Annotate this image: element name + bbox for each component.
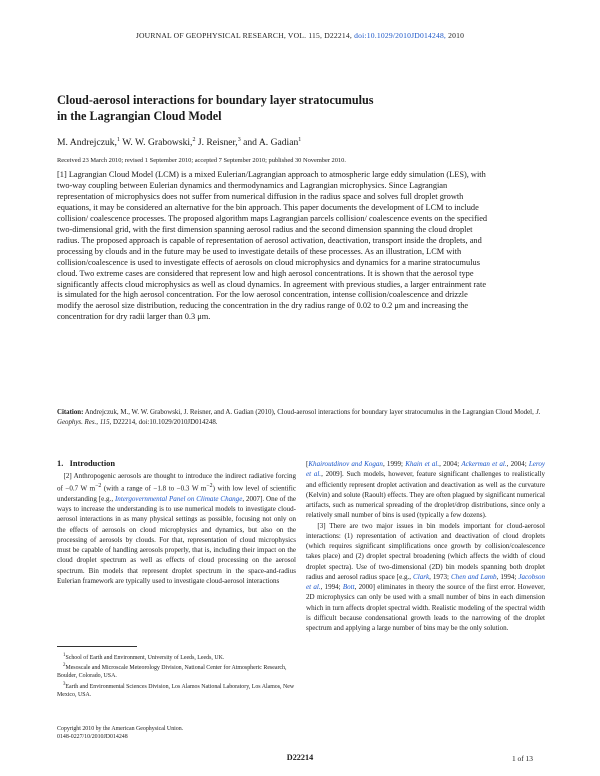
footnote-2 xyxy=(57,662,295,680)
left-column xyxy=(57,471,296,586)
footnote-text: School of Earth and Environment, University of Leeds, Leeds, UK. xyxy=(65,654,225,661)
reference-link[interactable]: Khain et al. xyxy=(405,460,440,468)
paper-code: 0148-0227/10/2010JD014248 xyxy=(57,734,128,741)
article-id: D22214 xyxy=(286,753,314,762)
paragraph-2 xyxy=(57,471,296,586)
text-run: , 2007]. One of the ways to increase the understanding is to use numerical models to investigate cloud-aerosol interactions in as many physical settings as possible, focusing not only on the effects of aerosols on cloud microphysics and dynamics, but also on the processing of aerosols by clouds. For that, representation of cloud microphysics must be capable of handling aerosols properly, that is, including their impact on the cloud droplet spectrum as well as effects of cloud processing on the aerosol spectrum. Bin models that represent droplet spectrum in the space-and-radius Eulerian framework are typically used to investigate cloud-aerosol interactions xyxy=(57,494,296,585)
footnote-number: 3 xyxy=(63,681,66,687)
reference-link[interactable]: Ackerman et al. xyxy=(461,460,507,468)
author-2-affiliation: 2 xyxy=(192,137,196,143)
paragraph-3 xyxy=(306,521,545,634)
title-line-1: Cloud-aerosol interactions for boundary layer stratocumulus xyxy=(57,93,374,107)
author-1-affiliation: 1 xyxy=(116,137,120,143)
citation-label: Citation: xyxy=(57,409,84,416)
citation-text-after: , D22214, doi:10.1029/2010JD014248. xyxy=(109,419,218,427)
text-run: , 1994; xyxy=(496,572,517,581)
abstract xyxy=(57,170,489,323)
superscript: −2 xyxy=(95,483,102,490)
footnote-text: Mesoscale and Microscale Meteorology Division, National Center for Atmospheric Research, Boulder, Colorado, USA. xyxy=(57,665,287,680)
paragraph-marker: [3] xyxy=(317,521,326,530)
text-run: , 1999; xyxy=(382,460,403,468)
author-3-affiliation: 3 xyxy=(237,137,241,143)
text-run: There are two major issues in bin models important for cloud-aerosol interactions: (1) representation of activation and deactivation of cloud droplets (which requires significant simplifications once growth by collision/coalescence takes place) and (2) droplet spectral broadening (which affects the width of cloud droplet spectra). Use of two-dimensional (2D) bin models spanning both droplet radius and aerosol radius space [e.g., xyxy=(306,521,545,581)
footnote-divider xyxy=(57,646,137,647)
paragraph-continuation xyxy=(306,459,545,521)
footnote-text: Earth and Environmental Sciences Division, Los Alamos National Laboratory, Los Alamos, New Mexico, USA. xyxy=(57,683,295,698)
text-run: , 2004; xyxy=(439,460,460,468)
abstract-paragraph-marker: [1] xyxy=(57,170,67,179)
author-list xyxy=(57,137,301,148)
text-run: , 1994; xyxy=(320,583,341,591)
reference-link[interactable]: Bott xyxy=(342,583,355,591)
title-line-2: in the Lagrangian Cloud Model xyxy=(57,109,222,123)
footnote-number: 1 xyxy=(63,653,66,658)
footnote-3 xyxy=(57,681,295,699)
paragraph-marker: [2] xyxy=(63,472,72,480)
footnote-1 xyxy=(57,652,295,662)
header-year: 2010 xyxy=(448,31,465,40)
footnote-number: 2 xyxy=(63,663,66,669)
author-1: M. Andrejczuk, xyxy=(57,137,117,149)
right-column xyxy=(306,459,545,633)
superscript: −2 xyxy=(206,483,213,490)
text-run: Anthropogenic aerosols are thought to introduce the indirect radiative forcing of −0.7 W m xyxy=(57,472,297,493)
affiliation-footnotes xyxy=(57,652,295,699)
text-run: , 2000] eliminates in theory the source of the first error. However, 2D microphysics can only be used with a small number of bins in each dimension which in turn affects droplet spectral width. Realistic modeling of the spectral width is difficult because condensational growth leads to the narrowing of the droplet spectrum and applying a large number of bins may be the only solution. xyxy=(306,583,545,632)
reference-link[interactable]: Leroy et al. xyxy=(306,460,546,479)
author-4: and A. Gadian xyxy=(243,137,299,149)
running-header xyxy=(0,31,600,40)
section-title: Introduction xyxy=(69,459,116,468)
author-4-affiliation: 1 xyxy=(298,137,302,143)
citation xyxy=(57,408,557,429)
author-2: W. W. Grabowski, xyxy=(122,137,193,149)
copyright-notice xyxy=(57,725,295,742)
journal-name: JOURNAL OF GEOPHYSICAL RESEARCH, VOL. 115, D22214, xyxy=(135,31,353,40)
doi-link[interactable]: doi:10.1029/2010JD014248, xyxy=(354,31,447,40)
text-run: [ xyxy=(306,460,309,468)
page-number: 1 of 13 xyxy=(512,754,533,763)
copyright-line: Copyright 2010 by the American Geophysical Union. xyxy=(57,726,184,732)
section-number: 1. xyxy=(57,459,64,468)
text-run: ) with low level of scientific understanding [e.g., xyxy=(57,484,296,503)
text-run: , 2004; xyxy=(506,460,527,468)
author-3: J. Reisner, xyxy=(197,137,238,149)
reference-link[interactable]: Khairoutdinov and Kogan xyxy=(308,460,383,468)
citation-text-before: Andrejczuk, M., W. W. Grabowski, J. Reisner, and A. Gadian (2010), Cloud-aerosol interactions for boundary layer stratocumulus in the Lagrangian Cloud Model, xyxy=(84,409,534,416)
citation-volume: 115 xyxy=(99,419,110,427)
text-run: , 2009]. Such models, however, feature significant challenges to realistically and efficiently represent droplet activation and deactivation as well as the curvature (Kelvin) and solute (Raoult) effects. They are often plagued by significant numerical artifacts, such as numerical spreading of the droplet/drop distributions, since only a relatively small number of bins is used (typically a few dozens). xyxy=(306,470,546,520)
section-heading xyxy=(57,459,115,468)
citation-journal: J. Geophys. Res. xyxy=(57,409,541,427)
abstract-text: Lagrangian Cloud Model (LCM) is a mixed Eulerian/Lagrangian approach to atmospheric large eddy simulation (LES), with two-way coupling between Eulerian dynamics and thermodynamics and Lagrangian microphysics. Since Lagrangian representation of microphysics does not suffer from numerical diffusion in the radius space and solves full droplet growth equations, it may be considered an alternative for the bin approach. This paper documents the development of LCM to include collision/ coalescence processes. The proposed algorithm maps Lagrangian parcels collision/ coalescence events on the specified two-dimensional grid, with the first dimension spanning aerosol radius and the second dimension spanning the cloud droplet radius. The proposed approach is capable of representation of aerosol activation, deactivation, transport inside the droplets, and processing by clouds and in the future may be used to investigate details of these processes. As an illustration, LCM with collision/coalescence is used to investigate effects of aerosols on cloud microphysics and dynamics for a marine stratocumulus cloud. Two extreme cases are considered that represent low and high aerosol concentrations. It is shown that the aerosol type significantly affects cloud microphysics as well as cloud dynamics. In agreement with previous studies, a larger entrainment rate is simulated for the high aerosol concentration. For the low aerosol concentration, intense collision/coalescence and drizzle modify the aerosol size distribution, reducing the concentration in the dry radius range of 0.02 to 0.2 μm and increasing the concentration for dry radii larger than 0.3 μm. xyxy=(57,170,488,322)
reference-link[interactable]: Jacobson et al. xyxy=(306,572,546,591)
received-dates: Received 23 March 2010; revised 1 September 2010; accepted 7 September 2010; published 30 November 2010. xyxy=(57,157,346,164)
text-run: (with a range of −1.8 to −0.3 W m xyxy=(101,484,207,493)
citation-separator: , xyxy=(96,419,98,427)
reference-link[interactable]: Chen and Lamb xyxy=(450,572,497,581)
reference-link[interactable]: Intergovernmental Panel on Climate Change xyxy=(114,494,243,503)
paper-title xyxy=(57,92,557,124)
reference-link[interactable]: Clark xyxy=(413,572,430,581)
text-run: , 1973; xyxy=(429,572,449,581)
